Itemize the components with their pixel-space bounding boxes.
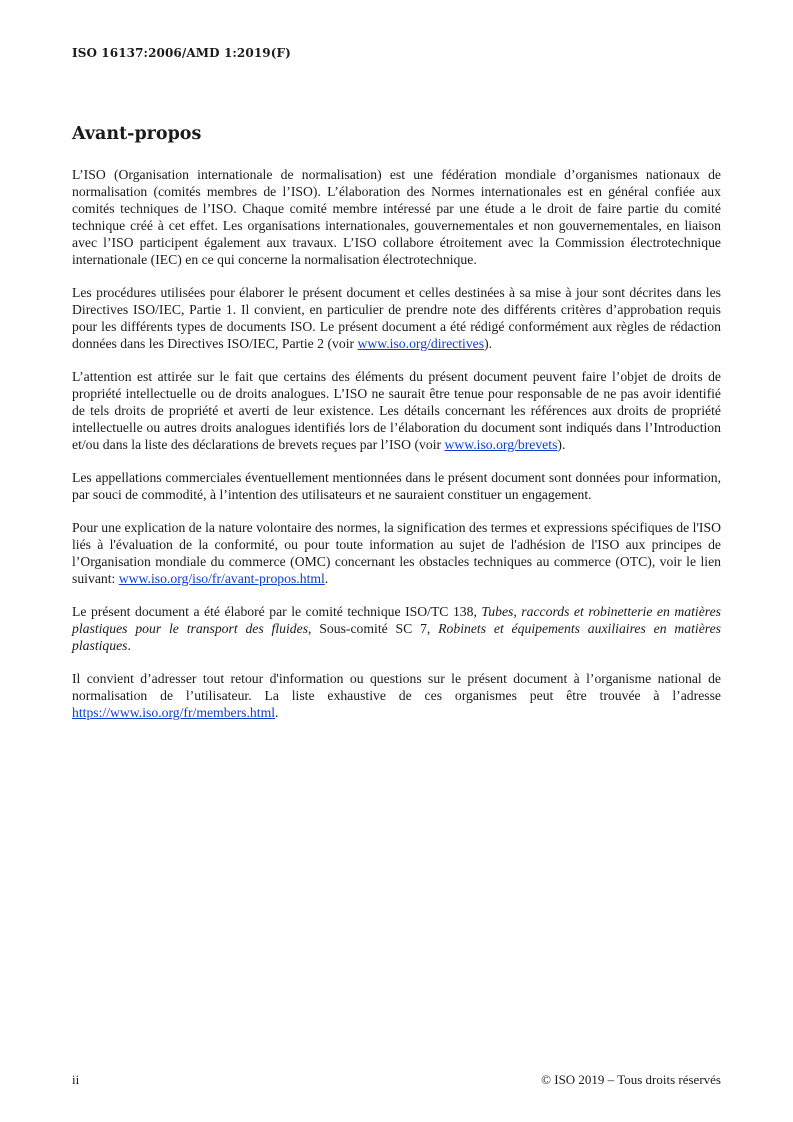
paragraph-text-end: ). — [484, 336, 493, 351]
paragraph-feedback — [72, 670, 721, 721]
members-link[interactable]: https://www.iso.org/fr/members.html — [72, 705, 276, 720]
paragraph-text: Le présent document a été élaboré par le comité technique ISO/TC 138, — [72, 604, 482, 619]
directives-link[interactable]: www.iso.org/directives — [357, 336, 485, 351]
paragraph-text: Pour une explication de la nature volontaire des normes, la signification des termes et expressions spécifiques de l'ISO liés à l'évaluation de la conformité, ou pour toute information au sujet de l'adhésion de l'ISO aux principes de l’Organisation mondiale du commerce (OMC) concernant les obstacles techniques au commerce (OTC), voir le lien suivant: — [72, 520, 721, 586]
paragraph-text-end: . — [127, 638, 131, 653]
paragraph-text-end: . — [324, 571, 329, 586]
paragraph-patents — [72, 368, 721, 453]
foreword-body — [72, 166, 721, 737]
avant-propos-link[interactable]: www.iso.org/iso/fr/avant-propos.html — [118, 571, 325, 586]
paragraph-text: Il convient d’adresser tout retour d'information ou questions sur le présent document à l’organisme national de normalisation de l’utilisateur. La liste exhaustive de ces organismes peut être trouvée à l’adresse — [72, 671, 721, 703]
section-title: Avant-propos — [72, 124, 202, 144]
paragraph-trade-names: Les appellations commerciales éventuellement mentionnées dans le présent document sont données pour information, par souci de commodité, à l’intention des utilisateurs et ne sauraient constituer un engagement. — [72, 470, 721, 502]
paragraph-procedures — [72, 284, 721, 352]
subcommittee-title: Robinets et équipements auxiliaires en matières plastiques — [72, 621, 722, 653]
copyright-notice: © ISO 2019 – Tous droits réservés — [541, 1072, 721, 1087]
paragraph-text: , Sous-comité SC 7, — [308, 621, 439, 636]
document-reference: ISO 16137:2006/AMD 1:2019(F) — [72, 46, 291, 60]
paragraph-text-end: ). — [557, 437, 566, 452]
committee-title: Tubes, raccords et robinetterie en matières plastiques pour le transport des fluides — [72, 604, 721, 636]
paragraph-text: Les procédures utilisées pour élaborer le présent document et celles destinées à sa mise à jour sont décrites dans les Directives ISO/IEC, Partie 1. Il convient, en particulier de prendre note des différents critères d’approbation requis pour les différents types de documents ISO. Le présent document a été rédigé conformément aux règles de rédaction données dans les Directives ISO/IEC, Partie 2 (voir — [72, 285, 721, 351]
paragraph-text-end: . — [275, 705, 279, 720]
paragraph-voluntary-nature — [72, 519, 721, 587]
paragraph-iso-organisation: L’ISO (Organisation internationale de normalisation) est une fédération mondiale d’organismes nationaux de normalisation (comités membres de l’ISO). L’élaboration des Normes internationales est en général confiée aux comités techniques de l’ISO. Chaque comité membre intéressé par une étude a le droit de faire partie du comité technique créé à cet effet. Les organisations internationales, gouvernementales et non gouvernementales, en liaison avec l’ISO participent également aux travaux. L’ISO collabore étroitement avec la Commission électrotechnique internationale (IEC) en ce qui concerne la normalisation électrotechnique. — [72, 167, 721, 267]
brevets-link[interactable]: www.iso.org/brevets — [444, 437, 558, 452]
page-number: ii — [72, 1072, 80, 1087]
paragraph-text: L’attention est attirée sur le fait que certains des éléments du présent document peuvent faire l’objet de droits de propriété intellectuelle ou de droits analogues. L’ISO ne saurait être tenue pour responsable de ne pas avoir identifié de tels droits de propriété et averti de leur existence. Les détails concernant les références aux droits de propriété intellectuelle ou autres droits analogues identifiés lors de l’élaboration du document sont indiqués dans l’Introduction et/ou dans la liste des déclarations de brevets reçues par l’ISO (voir — [72, 369, 721, 452]
paragraph-committee — [72, 603, 721, 654]
